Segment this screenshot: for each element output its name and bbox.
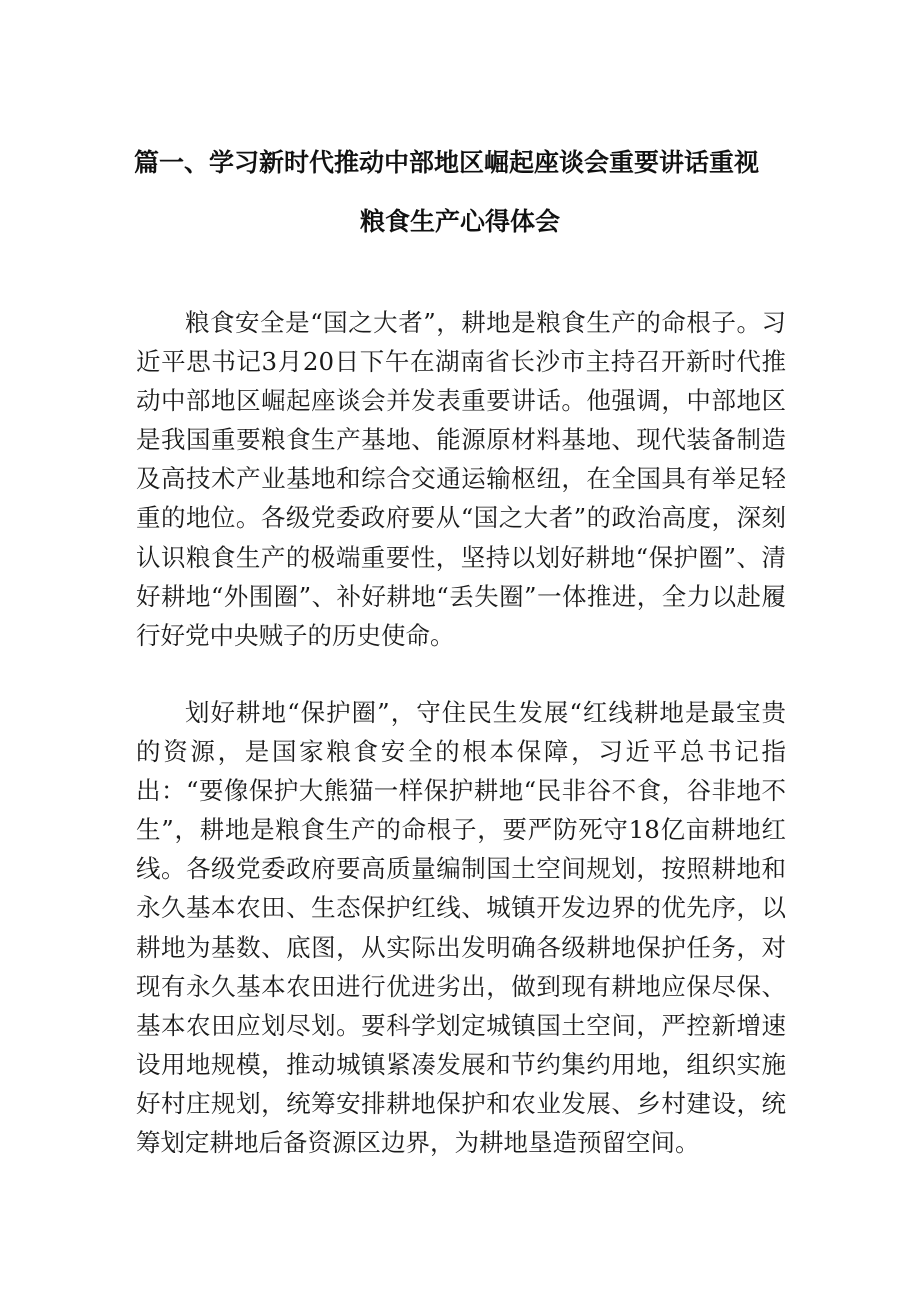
body-paragraph-2: 划好耕地“保护圈”，守住民生发展“红线耕地是最宝贵的资源，是国家粮食安全的根本保障，习近平总书记指出：“要像保护大熊猫一样保护耕地“民非谷不食，谷非地不生”，耕地是粮食生产的命根子，要严防死守18亿亩耕地红线。各级党委政府要高质量编制国土空间规划，按照耕地和永久基本农田、生态保护红线、城镇开发边界的优先序，以耕地为基数、底图，从实际出发明确各级耕地保护任务，对现有永久基本农田进行优进劣出，做到现有耕地应保尽保、基本农田应划尽划。要科学划定城镇国土空间，严控新增速设用地规模，推动城镇紧凑发展和节约集约用地，组织实施好村庄规划，统筹安排耕地保护和农业发展、乡村建设，统筹划定耕地后备资源区边界，为耕地垦造预留空间。 [136,698,786,1158]
document-title-line-2: 粮食生产心得体会 [359,207,560,236]
body-paragraph-1: 粮食安全是“国之大者”，耕地是粮食生产的命根子。习近平思书记3月20日下午在湖南省长沙市主持召开新时代推动中部地区崛起座谈会并发表重要讲话。他强调，中部地区是我国重要粮食生产基地、能源原材料基地、现代装备制造及高技术产业基地和综合交通运输枢纽，在全国具有举足轻重的地位。各级党委政府要从“国之大者”的政治高度，深刻认识粮食生产的极端重要性，坚持以划好耕地“保护圈”、清好耕地“外围圈”、补好耕地“丢失圈”一体推进，全力以赴履行好党中央贼子的历史使命。 [136,308,786,650]
document-title-line-1: 篇一、学习新时代推动中部地区崛起座谈会重要讲话重视 [134,148,760,177]
